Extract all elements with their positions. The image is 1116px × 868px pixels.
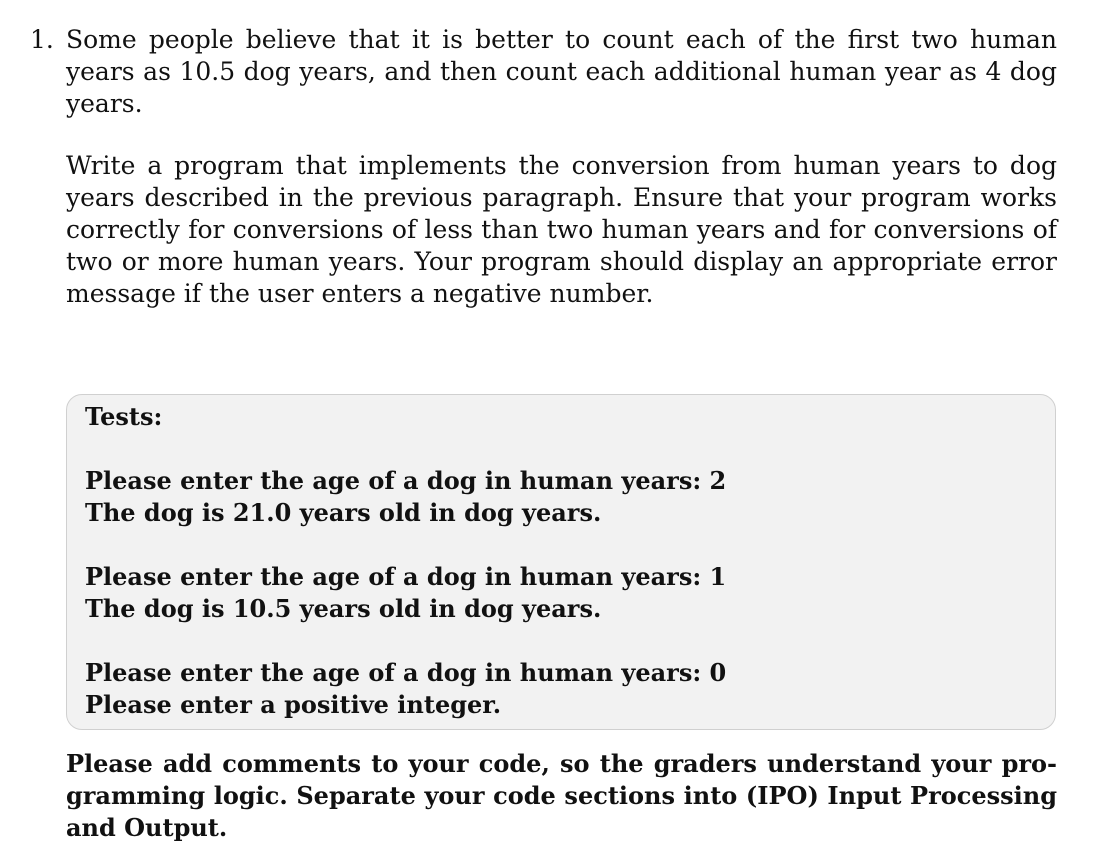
test-case — [85, 561, 1037, 625]
test-case — [85, 657, 1037, 721]
test-prompt: Please enter the age of a dog in human years: 0 — [85, 658, 727, 687]
problem-content — [66, 24, 1057, 844]
test-output: The dog is 21.0 years old in dog years. — [85, 498, 602, 527]
problem-paragraph-intro: Some people believe that it is better to count each of the first two human years as 10.5 dog years, and then count each additional human year as 4 dog years. — [66, 25, 1057, 118]
problem-paragraph-task: Write a program that implements the conversion from human years to dog years described in the previous paragraph. Ensure that your program works correctly for conversions of less than two human years and for conversions of two or more human years. Your program should display an appropriate error message if the user enters a negative number. — [66, 151, 1057, 308]
tests-label: Tests: — [85, 402, 163, 431]
problem-item — [30, 24, 1060, 868]
test-prompt: Please enter the age of a dog in human years: 2 — [85, 466, 727, 495]
problem-number: 1. — [30, 25, 54, 54]
test-output: Please enter a positive integer. — [85, 690, 502, 719]
test-prompt: Please enter the age of a dog in human years: 1 — [85, 562, 727, 591]
test-case — [85, 465, 1037, 529]
grading-note: Please add comments to your code, so the graders understand your programming logic. Separate your code sections into (IPO) Input Processing and Output. — [66, 749, 1057, 842]
tests-box — [66, 394, 1056, 730]
test-output: The dog is 10.5 years old in dog years. — [85, 594, 602, 623]
